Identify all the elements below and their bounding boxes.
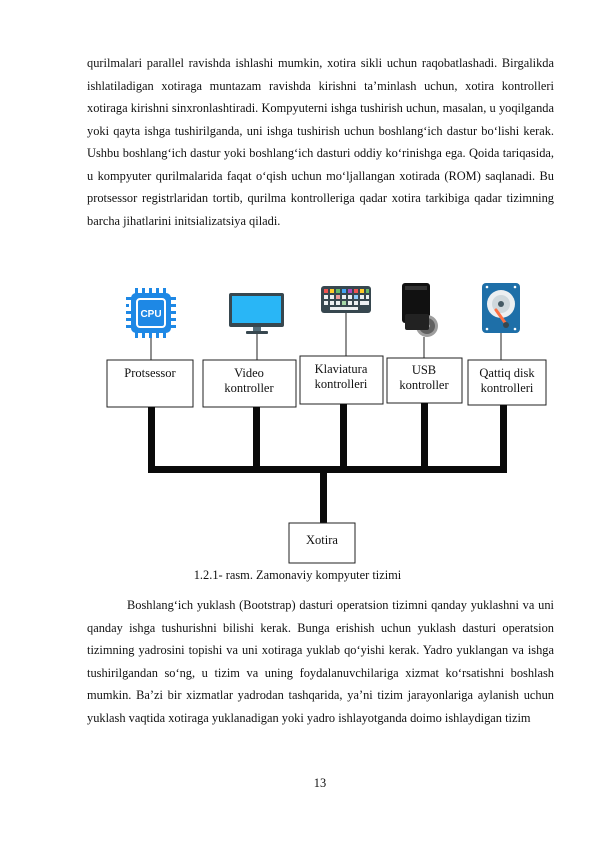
video-label-line1: Video (234, 366, 264, 380)
computer-system-diagram (0, 280, 595, 570)
klaviatura-label-line1: Klaviatura (314, 362, 368, 376)
xotira-label: Xotira (306, 533, 338, 547)
system-bus (148, 403, 507, 523)
klaviatura-label-line2: kontrolleri (314, 377, 368, 391)
figure-caption: 1.2.1- rasm. Zamonaviy kompyuter tizimi (193, 568, 402, 582)
icon-connectors (151, 313, 501, 360)
body-paragraph-1: qurilmalari parallel ravishda ishlashi mumkin, xotira sikli uchun raqobatlashadi. Birgalikda ishlatiladigan xotiraga muntazam ravishda kirishni ta’minlash uchun, xotira kontrolleri xotiraga kirishni sinxronlashtiradi. Kompyuterni ishga tushirish uchun, masalan, u yoqilganda yoki qayta ishga tushirilganda, uni ishga tushirish uchun boshlang‘ich dastur bo‘lishi kerak. Ushbu boshlang‘ich dastur yoki boshlang‘ich dasturi oddiy ko‘rinishga ega. Qoida tariqasida, u kompyuter qurilmalarida faqat o‘qish uchun mo‘ljallangan xotirada (ROM) saqlanadi. Bu protsessor registrlaridan tortib, qurilma kontrolleriga qadar xotira tarkibiga qadar tizimning barcha jihatlarini initsializatsiya qiladi. (87, 56, 554, 228)
protsessor-label: Protsessor (124, 366, 176, 380)
keyboard-icon (321, 286, 371, 313)
qattiq-disk-kontrolleri-box (468, 360, 546, 405)
xotira-box (289, 523, 355, 563)
usb-label-line1: USB (411, 363, 437, 377)
body-paragraph-2: Boshlang‘ich yuklash (Bootstrap) dasturi operatsion tizimni qanday yuklashni va uni qanday ishga tushurishni bilishi kerak. Bunga erishish uchun yuklash dasturi operatsion tizimning yadrosini topishi va uni xotiraga yuklab qo‘yishi kerak. Yadro yuklangan va ishga tushirilgandan so‘ng, u tizim va uning foydalanuvchilariga xizmat ko‘rsatishni boshlash mumkin. Ba’zi bir xizmatlar yadrodan tashqarida, ya’ni tizim jarayonlariga aylanish uchun yuklash vaqtida xotiraga yuklanadigan yoki yadro ishlayotganda doimo ishlaydigan tizim (87, 598, 554, 725)
klaviatura-kontrolleri-box (300, 356, 383, 404)
hard-disk-icon (482, 283, 520, 333)
usb-kontroller-box (387, 358, 462, 403)
usb-label-line2: kontroller (399, 378, 449, 392)
page-number: 13 (313, 776, 327, 790)
video-label-line2: kontroller (224, 381, 274, 395)
usb-drive-icon (402, 283, 438, 337)
disk-label-line1: Qattiq disk (479, 366, 535, 380)
monitor-icon (229, 293, 284, 334)
video-kontroller-box (203, 360, 296, 407)
cpu-chip-text: CPU (140, 309, 162, 320)
protsessor-box (107, 360, 193, 407)
disk-label-line2: kontrolleri (480, 381, 534, 395)
cpu-chip-icon (126, 288, 176, 338)
